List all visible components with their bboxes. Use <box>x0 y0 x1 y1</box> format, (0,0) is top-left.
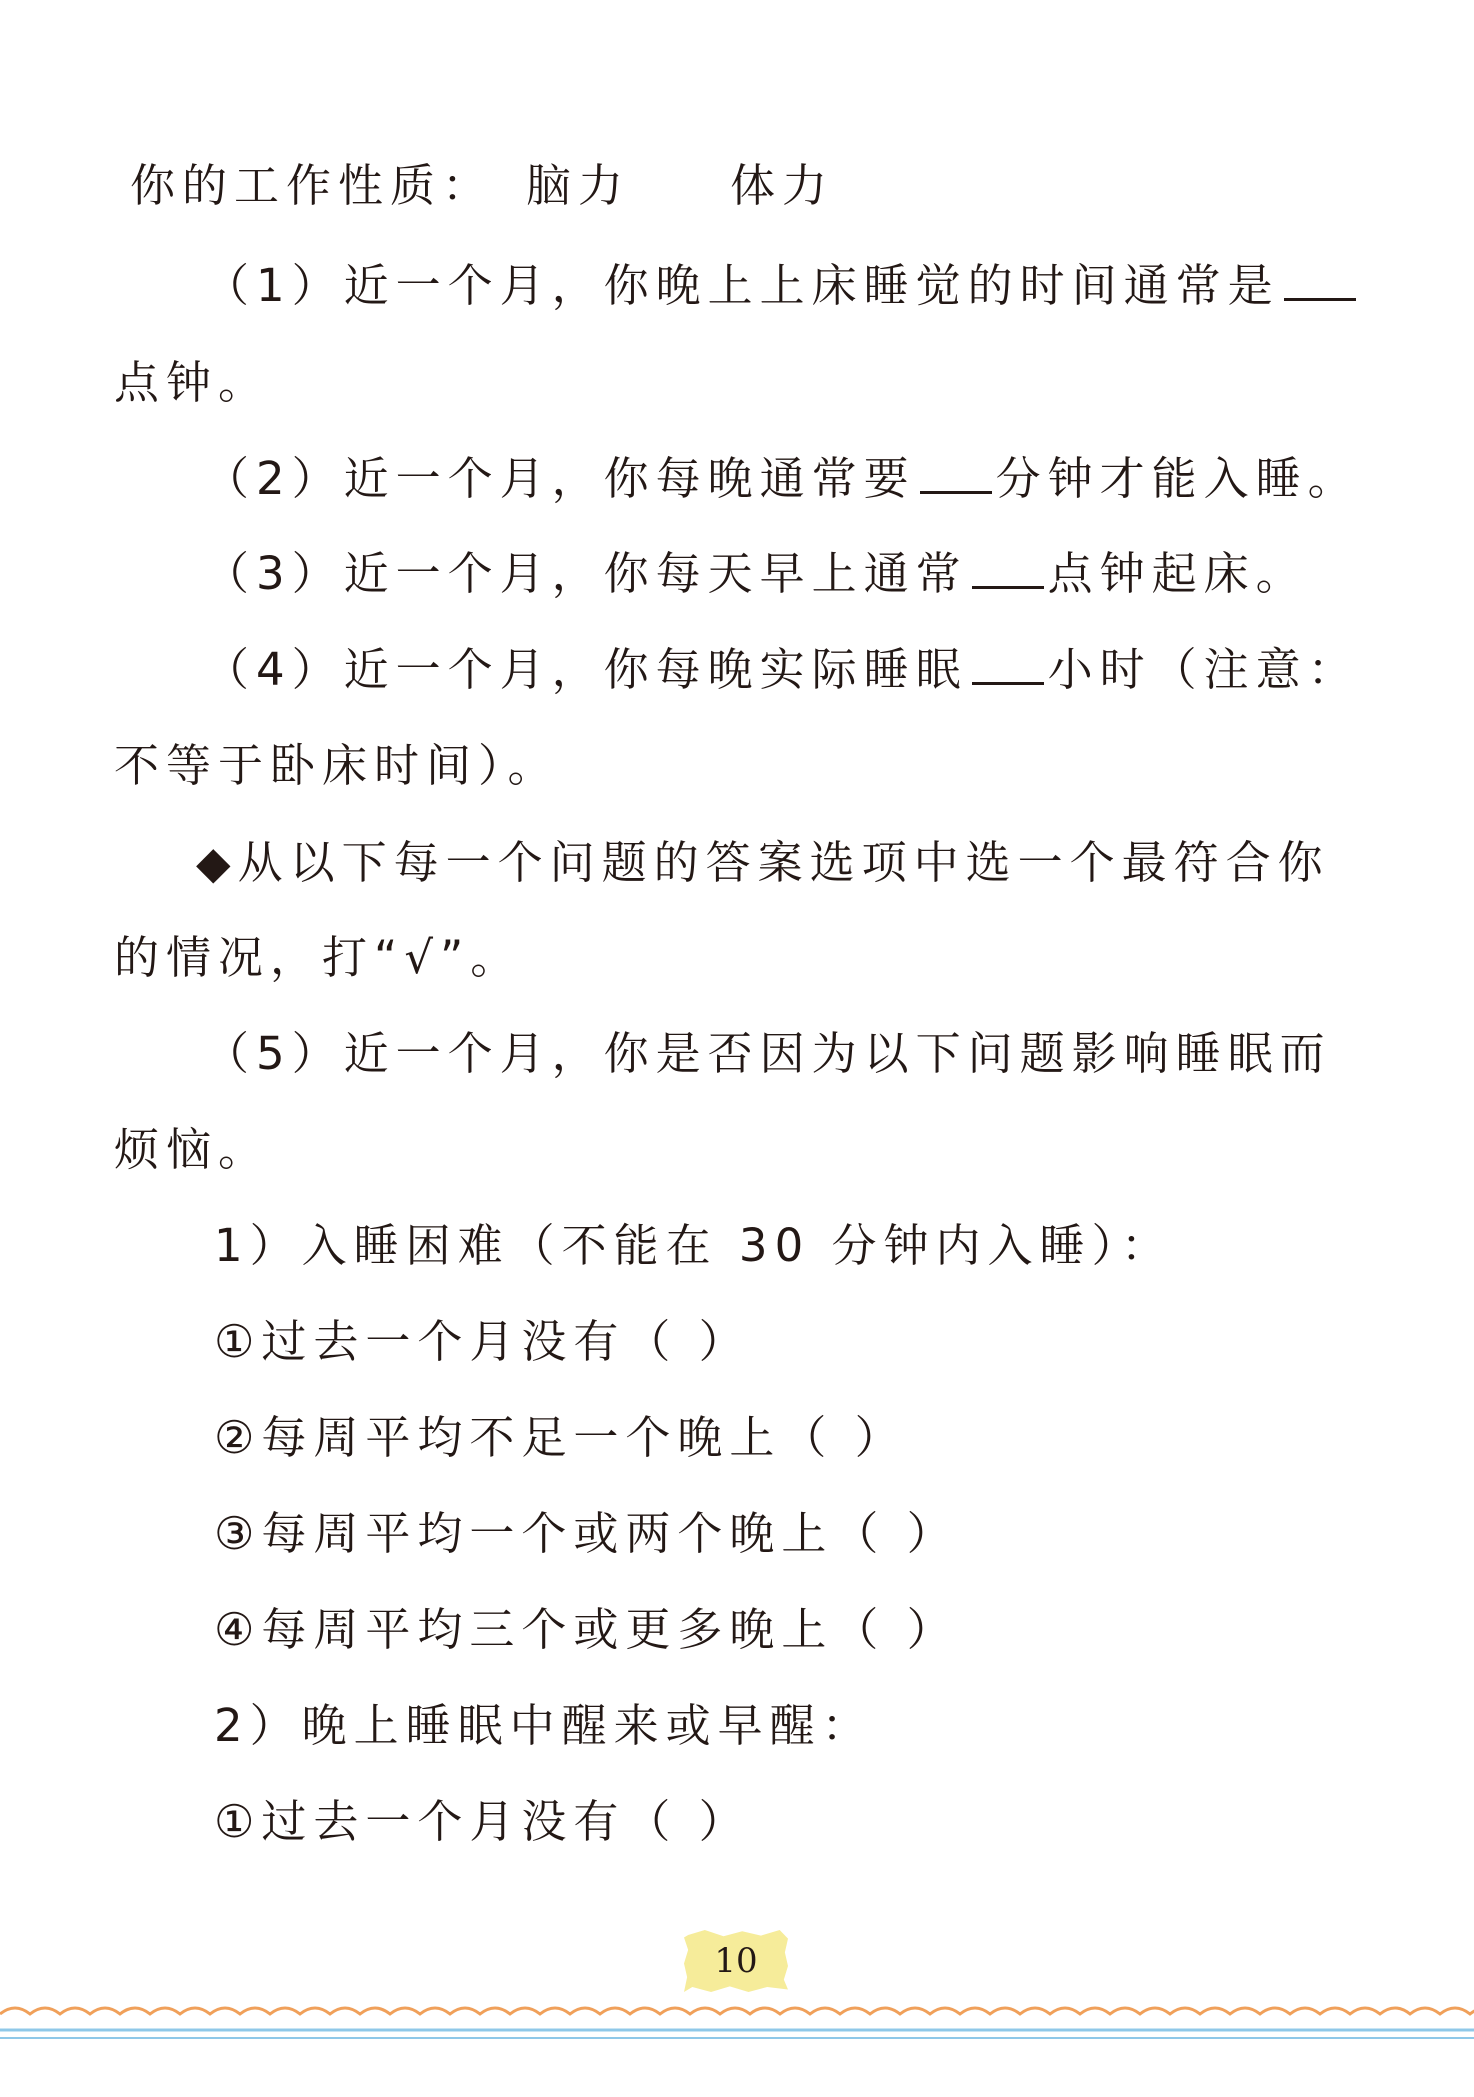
sub-question-1-option-3[interactable]: ③每周平均一个或两个晚上（ ） <box>214 1507 959 1560</box>
question-1-line1 <box>204 258 1360 314</box>
question-3-suffix: 点钟起床。 <box>1047 547 1308 600</box>
question-2-suffix: 分钟才能入睡。 <box>995 452 1360 505</box>
sub-question-2-title: 2）晚上睡眠中醒来或早醒： <box>214 1699 874 1752</box>
work-option-physical[interactable]: 体力 <box>730 159 835 212</box>
sub-question-1-title: 1）入睡困难（不能在 30 分钟内入睡）： <box>214 1219 1174 1272</box>
footer-decoration <box>0 2000 1474 2060</box>
work-option-mental[interactable]: 脑力 <box>526 159 631 212</box>
instruction-line1: ◆从以下每一个问题的答案选项中选一个最符合你 <box>196 836 1330 889</box>
sub-question-1-option-2[interactable]: ②每周平均不足一个晚上（ ） <box>214 1411 907 1464</box>
page-number: 10 <box>714 1941 758 1981</box>
question-1-prefix: （1）近一个月，你晚上上床睡觉的时间通常是 <box>204 259 1280 312</box>
question-5-line2: 烦恼。 <box>114 1123 271 1176</box>
footer-wave-line <box>0 2008 1474 2014</box>
work-nature-label: 你的工作性质： <box>130 159 495 212</box>
question-5-line1: （5）近一个月，你是否因为以下问题影响睡眠而 <box>204 1027 1332 1080</box>
question-3 <box>204 546 1308 602</box>
instruction-line2: 的情况，打“√”。 <box>114 931 523 984</box>
question-1-blank[interactable] <box>1284 258 1356 301</box>
question-2 <box>204 451 1360 507</box>
question-3-blank[interactable] <box>972 546 1044 589</box>
sub-question-2-option-1[interactable]: ①过去一个月没有（ ） <box>214 1795 751 1848</box>
question-4-blank[interactable] <box>972 642 1044 685</box>
question-4-prefix: （4）近一个月，你每晚实际睡眠 <box>204 643 968 696</box>
question-4-suffix: 小时（注意： <box>1047 643 1360 696</box>
sub-question-1-option-4[interactable]: ④每周平均三个或更多晚上（ ） <box>214 1603 959 1656</box>
question-1-line2: 点钟。 <box>114 356 271 409</box>
question-2-blank[interactable] <box>920 451 992 494</box>
question-2-prefix: （2）近一个月，你每晚通常要 <box>204 452 916 505</box>
work-nature-line <box>130 158 834 214</box>
sub-question-1-option-1[interactable]: ①过去一个月没有（ ） <box>214 1315 751 1368</box>
question-4-line2: 不等于卧床时间）。 <box>114 739 560 792</box>
question-3-prefix: （3）近一个月，你每天早上通常 <box>204 547 968 600</box>
question-4-line1 <box>204 642 1360 698</box>
